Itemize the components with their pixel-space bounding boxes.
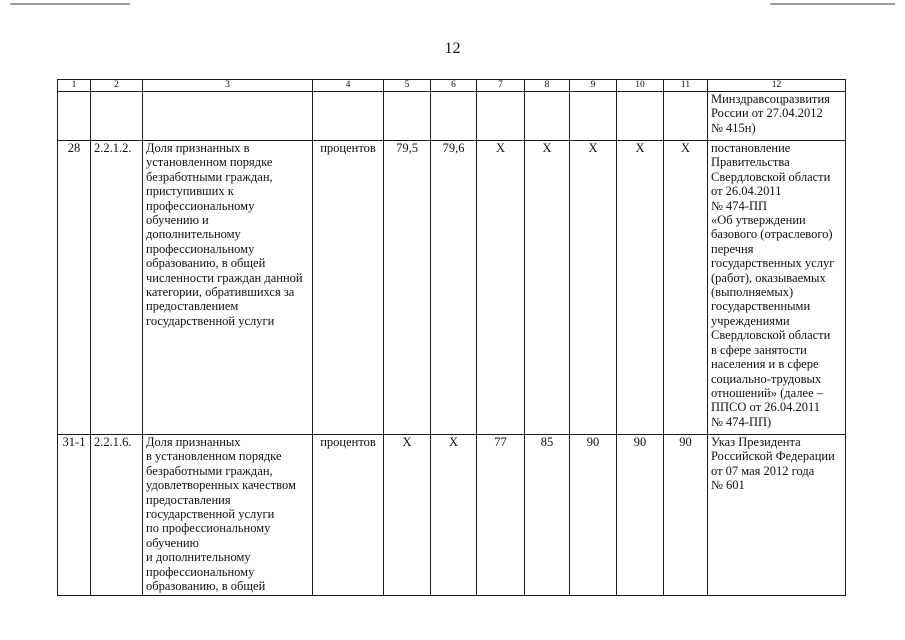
document-table (57, 79, 846, 596)
value-cell: 90 (617, 435, 664, 596)
column-number: 7 (477, 80, 525, 92)
item-code-cell: 2.2.1.6. (91, 435, 143, 596)
value-cell: Х (570, 141, 617, 435)
column-number: 1 (58, 80, 91, 92)
value-cell: Х (617, 141, 664, 435)
source-document-cell: Минздравсоцразвития России от 27.04.2012 № 415н) (708, 92, 846, 141)
unit-cell (313, 92, 384, 141)
column-number: 3 (143, 80, 313, 92)
indicator-name-cell: Доля признанных в установленном порядке безработными граждан, удовлетворенных качеством предоставления государственной услуги по профессиональному обучению и дополнительному профессиональному образованию, в общей (143, 435, 313, 596)
value-cell: 85 (525, 435, 570, 596)
value-cell: 77 (477, 435, 525, 596)
item-code-cell: 2.2.1.2. (91, 141, 143, 435)
value-cell: 79,5 (384, 141, 431, 435)
value-cell (384, 92, 431, 141)
page-number: 12 (444, 40, 461, 57)
table-row (58, 435, 846, 596)
column-number: 2 (91, 80, 143, 92)
table-row (58, 141, 846, 435)
source-document-cell: Указ Президента Российской Федерации от 07 мая 2012 года № 601 (708, 435, 846, 596)
value-cell: Х (477, 141, 525, 435)
value-cell (570, 92, 617, 141)
column-number: 9 (570, 80, 617, 92)
unit-cell: процентов (313, 141, 384, 435)
value-cell: Х (431, 435, 477, 596)
value-cell (617, 92, 664, 141)
value-cell (477, 92, 525, 141)
value-cell: Х (664, 141, 708, 435)
value-cell: 79,6 (431, 141, 477, 435)
table-row (58, 92, 846, 141)
row-number-cell: 31-1 (58, 435, 91, 596)
top-rule-left (10, 3, 130, 5)
row-number-cell (58, 92, 91, 141)
source-document-cell: постановление Правительства Свердловской области от 26.04.2011 № 474-ПП «Об утверждении базового (отраслевого) перечня государственных услуг (работ), оказываемых (выполняемых) государственными учреждениями Свердловской области в сфере занятости населения и в сфере социально-трудовых отношений» (далее – ППСО от 26.04.2011 № 474-ПП) (708, 141, 846, 435)
indicator-name-cell: Доля признанных в установленном порядке безработными граждан, приступивших к профессиональному обучению и дополнительному профессиональному образованию, в общей численности граждан данной категории, обратившихся за предоставлением государственной услуги (143, 141, 313, 435)
value-cell (664, 92, 708, 141)
column-number: 6 (431, 80, 477, 92)
column-number: 4 (313, 80, 384, 92)
value-cell (431, 92, 477, 141)
value-cell: 90 (570, 435, 617, 596)
column-number-row (58, 80, 846, 92)
top-rule-right (770, 3, 895, 5)
column-number: 5 (384, 80, 431, 92)
column-number: 8 (525, 80, 570, 92)
unit-cell: процентов (313, 435, 384, 596)
row-number-cell: 28 (58, 141, 91, 435)
value-cell: 90 (664, 435, 708, 596)
column-number: 11 (664, 80, 708, 92)
item-code-cell (91, 92, 143, 141)
value-cell (525, 92, 570, 141)
column-number: 12 (708, 80, 846, 92)
value-cell: Х (384, 435, 431, 596)
column-number: 10 (617, 80, 664, 92)
value-cell: Х (525, 141, 570, 435)
indicator-name-cell (143, 92, 313, 141)
